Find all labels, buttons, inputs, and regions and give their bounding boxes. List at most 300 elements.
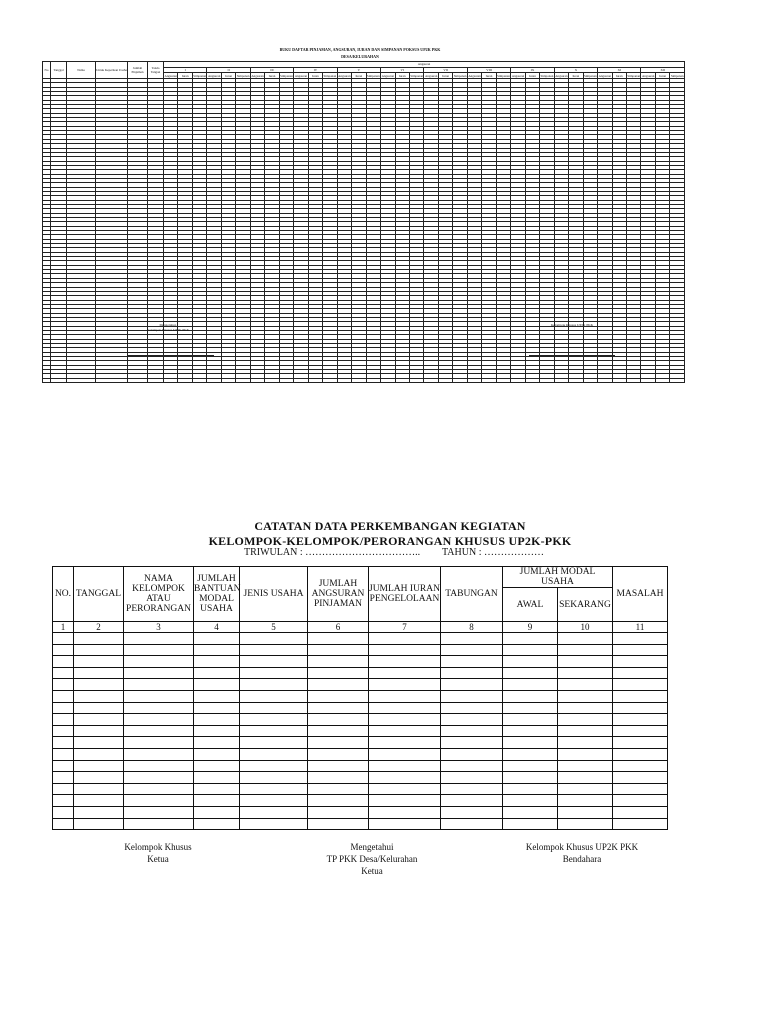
catatan-cell[interactable] [124,702,194,714]
catatan-cell[interactable] [369,818,441,830]
ledger-cell[interactable] [598,378,612,382]
ledger-subcol-header: Iuran [438,73,452,79]
ledger-cell[interactable] [308,378,322,382]
catatan-cell[interactable] [124,818,194,830]
catatan-cell[interactable] [558,656,613,668]
column-number: 8 [441,622,503,633]
ledger-period-header: V [337,67,380,73]
catatan-cell[interactable] [53,679,74,691]
ledger-cell[interactable] [627,378,641,382]
catatan-cell[interactable] [124,644,194,656]
catatan-cell[interactable] [441,806,503,818]
catatan-cell[interactable] [441,783,503,795]
catatan-cell[interactable] [194,644,240,656]
catatan-cell[interactable] [558,772,613,784]
catatan-cell[interactable] [194,679,240,691]
catatan-cell[interactable] [53,806,74,818]
catatan-cell[interactable] [503,818,558,830]
catatan-cell[interactable] [124,748,194,760]
catatan-cell[interactable] [74,725,124,737]
ledger-cell[interactable] [128,378,148,382]
catatan-cell[interactable] [503,702,558,714]
catatan-cell[interactable] [441,644,503,656]
catatan-cell[interactable] [613,725,668,737]
catatan-cell[interactable] [194,795,240,807]
ledger-cell[interactable] [424,378,438,382]
catatan-cell[interactable] [124,656,194,668]
catatan-cell[interactable] [369,656,441,668]
catatan-cell[interactable] [308,748,369,760]
ledger-subcol-header: Simpanan [236,73,250,78]
catatan-cell[interactable] [194,737,240,749]
catatan-cell[interactable] [53,783,74,795]
catatan-cell[interactable] [369,772,441,784]
catatan-cell[interactable] [308,667,369,679]
catatan-cell[interactable] [369,795,441,807]
catatan-cell[interactable] [503,783,558,795]
catatan-cell[interactable] [613,772,668,784]
catatan-cell[interactable] [558,760,613,772]
catatan-header-nama [124,567,194,622]
ledger-subcol-header: Simpanan [627,73,641,78]
ledger-header-jumlah: Jumlah Pinjaman [128,62,148,79]
catatan-cell[interactable] [74,772,124,784]
catatan-cell[interactable] [558,633,613,645]
catatan-cell[interactable] [503,690,558,702]
catatan-cell[interactable] [194,702,240,714]
catatan-cell[interactable] [53,690,74,702]
catatan-cell[interactable] [369,679,441,691]
catatan-cell[interactable] [308,679,369,691]
catatan-cell[interactable] [74,760,124,772]
ledger-cell[interactable] [496,378,510,382]
ledger-subcol-header: Iuran [308,73,322,79]
catatan-cell[interactable] [369,737,441,749]
ledger-cell[interactable] [236,378,250,382]
catatan-cell[interactable] [53,644,74,656]
ledger-title-line1: BUKU DAFTAR PINJAMAN, ANGSURAN, IURAN DAN SIMPANAN POKSUS UP2K PKK [279,47,441,52]
catatan-cell[interactable] [74,795,124,807]
ledger-subcol-header: Angsuran [338,73,351,78]
catatan-row [53,783,668,795]
catatan-cell[interactable] [503,644,558,656]
catatan-cell[interactable] [441,795,503,807]
ledger-cell[interactable] [221,378,235,382]
catatan-cell[interactable] [194,818,240,830]
ledger-header-no: No [43,62,51,79]
ledger-period-header: X [554,67,597,73]
catatan-cell[interactable] [53,795,74,807]
catatan-cell[interactable] [503,772,558,784]
catatan-cell[interactable] [53,656,74,668]
ledger-cell[interactable] [554,378,568,382]
ledger-cell[interactable] [67,378,96,382]
catatan-cell[interactable] [613,783,668,795]
catatan-cell[interactable] [308,818,369,830]
ledger-cell[interactable] [148,378,164,382]
catatan-cell[interactable] [74,748,124,760]
catatan-cell[interactable] [441,656,503,668]
catatan-cell[interactable] [613,690,668,702]
ledger-period-header: IV [294,67,337,73]
catatan-cell[interactable] [558,806,613,818]
catatan-cell[interactable] [369,725,441,737]
ledger-cell[interactable] [164,378,178,382]
catatan-cell[interactable] [53,748,74,760]
ledger-period-header: XI [598,67,641,73]
ledger-cell[interactable] [279,378,293,382]
catatan-cell[interactable] [613,656,668,668]
ledger-subcol-header: Angsuran [468,73,481,78]
catatan-cell[interactable] [124,690,194,702]
catatan-cell[interactable] [503,760,558,772]
catatan-row [53,806,668,818]
catatan-cell[interactable] [124,772,194,784]
catatan-cell[interactable] [613,748,668,760]
catatan-cell[interactable] [240,818,308,830]
catatan-cell[interactable] [74,806,124,818]
catatan-cell[interactable] [53,702,74,714]
ledger-subcol-header: Iuran [569,73,583,79]
ledger-cell[interactable] [525,378,539,382]
catatan-cell[interactable] [441,737,503,749]
catatan-cell[interactable] [613,818,668,830]
ledger-period-header: IX [511,67,554,73]
catatan-cell[interactable] [308,644,369,656]
ledger-cell[interactable] [612,378,626,382]
catatan-header-angsuran-l2: ANGSURAN [311,589,365,599]
catatan-cell[interactable] [53,737,74,749]
catatan-cell[interactable] [194,690,240,702]
catatan-cell[interactable] [613,760,668,772]
catatan-row [53,714,668,726]
catatan-cell[interactable] [369,667,441,679]
ledger-period-header: VII [424,67,467,73]
catatan-cell[interactable] [74,783,124,795]
catatan-cell[interactable] [74,702,124,714]
catatan-cell[interactable] [74,737,124,749]
ledger-cell[interactable] [409,378,423,382]
catatan-cell[interactable] [308,656,369,668]
catatan-cell[interactable] [558,748,613,760]
catatan-row [53,644,668,656]
catatan-cell[interactable] [441,667,503,679]
catatan-cell[interactable] [503,633,558,645]
catatan-cell[interactable] [53,633,74,645]
catatan-cell[interactable] [503,725,558,737]
catatan-cell[interactable] [558,818,613,830]
catatan-row [53,818,668,830]
column-number: 5 [240,622,308,633]
ledger-cell[interactable] [438,378,452,382]
ledger-cell[interactable] [511,378,525,382]
ledger-cell[interactable] [467,378,481,382]
catatan-title-line1: CATATAN DATA PERKEMBANGAN KEGIATAN [254,519,526,533]
ledger-cell[interactable] [569,378,583,382]
catatan-cell[interactable] [503,795,558,807]
ledger-subcol-header: Simpanan [497,73,510,78]
catatan-header-bantuan [194,567,240,622]
catatan-cell[interactable] [441,725,503,737]
catatan-cell[interactable] [194,748,240,760]
catatan-cell[interactable] [558,667,613,679]
catatan-cell[interactable] [194,772,240,784]
catatan-row [53,748,668,760]
catatan-row [53,772,668,784]
catatan-cell[interactable] [240,644,308,656]
catatan-cell[interactable] [74,656,124,668]
catatan-cell[interactable] [613,644,668,656]
catatan-cell[interactable] [613,702,668,714]
ledger-cell[interactable] [670,378,685,382]
catatan-cell[interactable] [308,795,369,807]
catatan-cell[interactable] [441,760,503,772]
catatan-cell[interactable] [503,679,558,691]
catatan-cell[interactable] [124,760,194,772]
catatan-cell[interactable] [441,633,503,645]
ledger-cell[interactable] [453,378,467,382]
catatan-cell[interactable] [308,714,369,726]
ledger-cell[interactable] [583,378,597,382]
catatan-cell[interactable] [74,714,124,726]
catatan-cell[interactable] [53,772,74,784]
catatan-cell[interactable] [613,667,668,679]
catatan-cell[interactable] [441,818,503,830]
catatan-cell[interactable] [369,760,441,772]
catatan-cell[interactable] [613,679,668,691]
catatan-header-awal: AWAL [503,588,558,622]
catatan-cell[interactable] [441,748,503,760]
catatan-cell[interactable] [53,725,74,737]
ledger-subcol-header: Iuran [395,73,409,79]
catatan-cell[interactable] [558,690,613,702]
catatan-cell[interactable] [194,806,240,818]
catatan-cell[interactable] [74,667,124,679]
catatan-sig-left-l2: Ketua [147,854,169,864]
catatan-cell[interactable] [558,725,613,737]
catatan-cell[interactable] [240,656,308,668]
ledger-cell[interactable] [294,378,308,382]
ledger-cell[interactable] [323,378,337,382]
catatan-cell[interactable] [240,679,308,691]
catatan-cell[interactable] [53,714,74,726]
catatan-cell[interactable] [613,633,668,645]
catatan-cell[interactable] [369,714,441,726]
catatan-cell[interactable] [53,760,74,772]
ledger-cell[interactable] [250,378,264,382]
catatan-cell[interactable] [503,737,558,749]
catatan-cell[interactable] [613,795,668,807]
catatan-header-angsuran [308,567,369,622]
ledger-cell[interactable] [51,378,67,382]
catatan-cell[interactable] [558,737,613,749]
catatan-cell[interactable] [240,760,308,772]
ledger-sig-left-line2: Kelompok Khusus UP2K PKK [146,328,190,332]
catatan-cell[interactable] [124,806,194,818]
catatan-cell[interactable] [503,656,558,668]
catatan-cell[interactable] [194,667,240,679]
ledger-cell[interactable] [540,378,554,382]
catatan-cell[interactable] [74,633,124,645]
catatan-cell[interactable] [369,783,441,795]
catatan-cell[interactable] [503,667,558,679]
catatan-cell[interactable] [308,760,369,772]
catatan-cell[interactable] [124,737,194,749]
catatan-cell[interactable] [441,772,503,784]
ledger-period-header: XII [641,67,685,73]
catatan-cell[interactable] [194,725,240,737]
catatan-cell[interactable] [558,714,613,726]
catatan-header-iuran-l1: JUMLAH IURAN [369,584,440,594]
catatan-cell[interactable] [613,737,668,749]
catatan-cell[interactable] [558,783,613,795]
catatan-cell[interactable] [308,783,369,795]
ledger-subcol-header: Simpanan [540,73,554,78]
catatan-row [53,760,668,772]
ledger-cell[interactable] [352,378,366,382]
ledger-subcol-header: Simpanan [583,73,597,78]
ledger-cell[interactable] [207,378,221,382]
ledger-subcol-header: Angsuran [555,73,568,78]
ledger-signature-left [128,323,208,333]
ledger-cell[interactable] [641,378,655,382]
catatan-cell[interactable] [124,783,194,795]
catatan-cell[interactable] [124,679,194,691]
catatan-cell[interactable] [503,714,558,726]
catatan-cell[interactable] [308,702,369,714]
catatan-cell[interactable] [124,795,194,807]
catatan-cell[interactable] [441,690,503,702]
catatan-cell[interactable] [194,760,240,772]
column-number: 1 [53,622,74,633]
catatan-row [53,633,668,645]
catatan-cell[interactable] [441,679,503,691]
catatan-cell[interactable] [74,818,124,830]
catatan-cell[interactable] [613,806,668,818]
catatan-header-sekarang: SEKARANG [558,588,613,622]
ledger-subcol-header: Angsuran [424,73,438,78]
catatan-cell[interactable] [369,690,441,702]
catatan-cell[interactable] [369,633,441,645]
catatan-cell[interactable] [240,725,308,737]
catatan-header-iuran-l2: PENGELOLAAN [369,594,440,604]
catatan-cell[interactable] [124,667,194,679]
catatan-sig-mid-l1: Mengetahui [350,842,394,852]
catatan-cell[interactable] [240,667,308,679]
ledger-cell[interactable] [381,378,395,382]
catatan-cell[interactable] [558,702,613,714]
catatan-cell[interactable] [503,748,558,760]
catatan-cell[interactable] [308,737,369,749]
catatan-cell[interactable] [240,737,308,749]
catatan-cell[interactable] [74,690,124,702]
ledger-period-header: III [250,67,293,73]
catatan-cell[interactable] [240,714,308,726]
catatan-cell[interactable] [441,714,503,726]
catatan-cell[interactable] [240,772,308,784]
ledger-cell[interactable] [655,378,669,382]
catatan-header-nama-l3: ATAU [146,594,171,604]
ledger-subcol-header: Angsuran [381,73,394,78]
catatan-cell[interactable] [369,748,441,760]
catatan-cell[interactable] [240,795,308,807]
catatan-cell[interactable] [124,714,194,726]
ledger-row [43,378,685,382]
catatan-cell[interactable] [124,633,194,645]
catatan-cell[interactable] [240,783,308,795]
catatan-cell[interactable] [53,667,74,679]
ledger-cell[interactable] [192,378,206,382]
ledger-subcol-header: Simpanan [323,73,337,78]
catatan-cell[interactable] [240,806,308,818]
catatan-row [53,690,668,702]
ledger-subcol-header: Iuran [612,73,626,79]
catatan-cell[interactable] [558,644,613,656]
catatan-cell[interactable] [74,644,124,656]
catatan-cell[interactable] [558,679,613,691]
catatan-cell[interactable] [194,656,240,668]
catatan-header-bantuan-l4: USAHA [200,604,233,614]
catatan-cell[interactable] [369,644,441,656]
catatan-sig-mid-l3: Ketua [361,866,383,876]
ledger-subcol-header: Angsuran [294,73,308,78]
column-number-row [53,622,668,633]
ledger-cell[interactable] [178,378,192,382]
ledger-cell[interactable] [337,378,351,382]
catatan-cell[interactable] [53,818,74,830]
catatan-cell[interactable] [308,725,369,737]
catatan-cell[interactable] [240,702,308,714]
ledger-cell[interactable] [482,378,496,382]
ledger-cell[interactable] [43,378,51,382]
ledger-subcol-header: Simpanan [410,73,424,78]
catatan-cell[interactable] [194,783,240,795]
ledger-cell[interactable] [366,378,380,382]
catatan-sig-right-l2: Bendahara [562,854,602,864]
catatan-header-jenis: JENIS USAHA [240,567,308,622]
catatan-cell[interactable] [240,748,308,760]
catatan-cell[interactable] [503,806,558,818]
catatan-cell[interactable] [308,806,369,818]
catatan-cell[interactable] [194,633,240,645]
ledger-subcol-header: Simpanan [670,73,684,78]
catatan-cell[interactable] [74,679,124,691]
catatan-cell[interactable] [441,702,503,714]
catatan-header-no: NO. [53,567,74,622]
catatan-cell[interactable] [308,690,369,702]
catatan-header-bantuan-l2: BANTUAN [194,584,241,594]
catatan-cell[interactable] [240,690,308,702]
catatan-cell[interactable] [558,795,613,807]
catatan-cell[interactable] [308,633,369,645]
ledger-title-line2: DESA/KELURAHAN [341,54,379,59]
ledger-cell[interactable] [395,378,409,382]
catatan-row [53,737,668,749]
catatan-cell[interactable] [369,702,441,714]
catatan-cell[interactable] [308,772,369,784]
ledger-period-header: VIII [467,67,510,73]
catatan-cell[interactable] [613,714,668,726]
ledger-sig-left-line [127,355,214,356]
ledger-cell[interactable] [96,378,128,382]
catatan-cell[interactable] [124,725,194,737]
ledger-cell[interactable] [265,378,279,382]
catatan-cell[interactable] [194,714,240,726]
ledger-subcol-header: Iuran [482,73,496,79]
catatan-signature-mid [312,841,432,877]
catatan-cell[interactable] [369,806,441,818]
catatan-cell[interactable] [240,633,308,645]
